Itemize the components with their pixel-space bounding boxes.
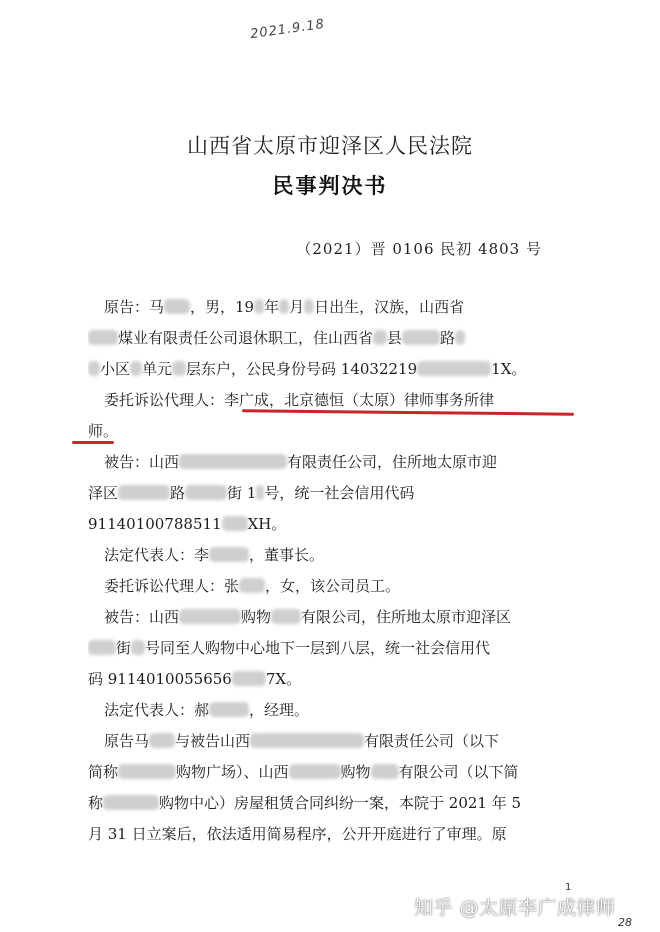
text-line: 称 购物中心）房屋租赁合同纠纷一案，本院于 2021 年 5 — [88, 794, 522, 812]
redaction-mark — [88, 330, 118, 345]
text-line: 91140100788511 XH。 — [88, 515, 287, 533]
redaction-mark — [256, 485, 264, 500]
redaction-mark — [118, 485, 170, 500]
redaction-mark — [254, 299, 264, 314]
text-line: 泽区 路 街 1 号，统一社会信用代码 — [88, 484, 415, 502]
case-number: （2021）晋 0106 民初 4803 号 — [296, 240, 542, 258]
judgment-body — [88, 292, 566, 850]
page-number: 1 — [565, 882, 572, 893]
text-line: 街 号同至人购物中心地下一层到八层，统一社会信用代 — [88, 633, 566, 664]
text-line: 码 9114010055656 7X。 — [88, 670, 302, 688]
redaction-mark — [88, 640, 116, 655]
text-line: 师。 — [88, 422, 119, 440]
text-line: 煤业有限责任公司退休职工，住山西省 县 路 — [88, 323, 566, 354]
redaction-mark — [271, 609, 301, 624]
redaction-mark — [179, 609, 241, 624]
text-line: 小区 单元 层东户，公民身份号码 14032219 1X。 — [88, 354, 566, 385]
redaction-mark — [118, 764, 176, 779]
redaction-mark — [185, 485, 227, 500]
highlighted-agent: 李广成，北京德恒（太原）律师事务所律 — [224, 391, 495, 409]
redaction-mark — [103, 795, 159, 810]
redaction-mark — [222, 516, 248, 531]
redaction-mark — [130, 361, 142, 376]
redaction-mark — [149, 733, 175, 748]
handwritten-date: 2021.9.18 — [249, 16, 326, 43]
redaction-mark — [304, 299, 314, 314]
redaction-mark — [209, 702, 249, 717]
redaction-mark — [250, 733, 364, 748]
redaction-mark — [371, 764, 399, 779]
redaction-mark — [279, 299, 289, 314]
redaction-mark — [373, 330, 387, 345]
text-line: 被告：山西 购物 有限公司，住所地太原市迎泽区 — [104, 608, 512, 626]
redaction-mark — [131, 640, 145, 655]
zhihu-watermark: 知乎 @太原李广成律师 — [414, 897, 616, 919]
redaction-mark — [209, 547, 249, 562]
text-line: 法定代表人：李 ，董事长。 — [104, 546, 325, 564]
redaction-mark — [164, 299, 190, 314]
redaction-mark — [179, 454, 287, 469]
text-line: 法定代表人：郝 ，经理。 — [104, 701, 310, 719]
text-line: 简称 购物广场）、山西 购物 有限公司（以下简 — [88, 763, 519, 781]
text-line: 委托诉讼代理人：李广成，北京德恒（太原）律师事务所律 — [104, 391, 495, 409]
document-title: 民事判决书 — [272, 173, 388, 198]
redaction-mark — [289, 764, 341, 779]
redaction-mark — [417, 361, 491, 376]
text-line: 月 31 日立案后，依法适用简易程序，公开开庭进行了审理。原 — [88, 825, 507, 843]
text-line: 委托诉讼代理人：张 ，女，该公司员工。 — [104, 577, 401, 595]
court-name: 山西省太原市迎泽区人民法院 — [187, 134, 473, 158]
corner-handwritten-mark: 28 — [618, 916, 632, 929]
text-line: 被告：山西 有限责任公司，住所地太原市迎 — [104, 453, 498, 471]
redaction-mark — [402, 330, 440, 345]
redaction-mark — [239, 578, 265, 593]
redaction-mark — [232, 671, 266, 686]
text-line: 原告：马 ，男，19 年 月 日出生，汉族，山西省 — [104, 298, 465, 316]
redaction-mark — [172, 361, 186, 376]
redaction-mark — [88, 361, 100, 376]
red-underline-mark — [72, 441, 114, 444]
redaction-mark — [455, 330, 465, 345]
text-line: 原告马 与被告山西 有限责任公司（以下 — [104, 732, 500, 750]
